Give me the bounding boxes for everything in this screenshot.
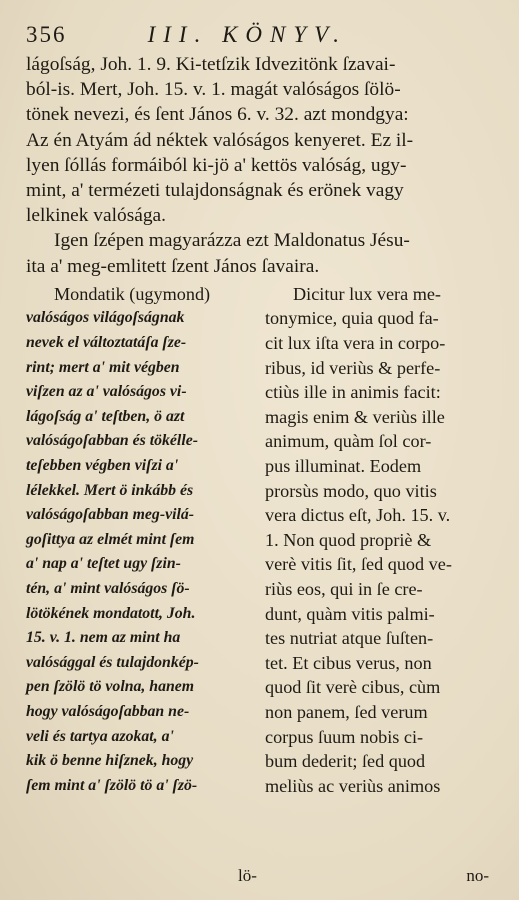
column-line: bum dederit; ſed quod bbox=[265, 751, 426, 772]
hungarian-column bbox=[26, 282, 264, 798]
column-line: viſzen az a' valóságos vi- bbox=[26, 383, 187, 401]
two-column-text bbox=[26, 282, 497, 798]
column-line: riùs eos, qui in ſe cre- bbox=[265, 578, 423, 599]
full-width-text bbox=[26, 52, 497, 279]
column-line: a' nap a' teſtet ugy ſzin- bbox=[26, 555, 181, 573]
column-line: cit lux iſta vera in corpo- bbox=[265, 333, 446, 354]
column-line: corpus ſuum nobis ci- bbox=[265, 726, 424, 747]
text-line: Az én Atyám ád néktek valóságos kenyeret. Ez il- bbox=[26, 129, 414, 151]
page-number: 356 bbox=[26, 22, 67, 47]
text-line: tönek nevezi, és ſent János 6. v. 32. azt mondgya: bbox=[26, 104, 409, 126]
text-line: ita a' meg-emlitett ſzent János ſavaira. bbox=[26, 255, 320, 277]
column-line: Mondatik (ugymond) bbox=[54, 283, 211, 304]
column-line: tes nutriat atque ſuſten- bbox=[265, 628, 434, 649]
column-line: rint; mert a' mit végben bbox=[26, 358, 180, 376]
column-line: kik ö benne hiſznek, hogy bbox=[26, 752, 194, 770]
column-line: animum, quàm ſol cor- bbox=[265, 431, 432, 452]
catchword-left: lö- bbox=[238, 866, 257, 885]
column-line: vera dictus eſt, Joh. 15. v. bbox=[265, 505, 451, 526]
column-line: dunt, quàm vitis palmi- bbox=[265, 603, 435, 624]
column-line: hogy valóságoſabban ne- bbox=[26, 702, 190, 720]
column-line: non panem, ſed verum bbox=[265, 701, 428, 722]
column-line: tet. Et cibus verus, non bbox=[265, 652, 432, 673]
text-line: Igen ſzépen magyarázza ezt Maldonatus Jésu- bbox=[54, 230, 410, 252]
column-line: 1. Non quod propriè & bbox=[265, 529, 432, 550]
column-line: teſebben végben viſzi a' bbox=[26, 456, 179, 474]
column-line: veli és tartya azokat, a' bbox=[26, 727, 174, 745]
column-line: goſittya az elmét mint ſem bbox=[26, 530, 195, 548]
latin-column bbox=[265, 282, 497, 798]
column-line: ctiùs ille in animis facit: bbox=[265, 382, 441, 403]
running-head bbox=[26, 22, 497, 52]
column-line: valósággal és tulajdonkép- bbox=[26, 653, 199, 671]
column-line: pen ſzölö tö volna, hanem bbox=[26, 678, 195, 696]
column-line: valóságoſabban és tökélle- bbox=[26, 432, 198, 450]
text-line: lágoſság, Joh. 1. 9. Ki-tetſzik Idvezitönk ſzavai- bbox=[26, 54, 396, 75]
column-line: valóságoſabban meg-vilá- bbox=[26, 506, 195, 524]
column-line: 15. v. 1. nem az mint ha bbox=[26, 629, 181, 647]
column-line: tén, a' mint valóságos ſö- bbox=[26, 579, 190, 597]
column-line: meliùs ac veriùs animos bbox=[265, 775, 441, 796]
maldonatus-paragraph bbox=[26, 228, 497, 278]
column-line: tonymice, quia quod fa- bbox=[265, 308, 439, 329]
column-line: magis enim & veriùs ille bbox=[265, 406, 445, 427]
intro-paragraph bbox=[26, 52, 497, 228]
column-line: lágoſság a' teſtben, ö azt bbox=[26, 407, 185, 425]
column-line: lötökének mondatott, Joh. bbox=[26, 604, 196, 622]
column-line: lélekkel. Mert ö inkább és bbox=[26, 481, 194, 499]
column-line: verè vitis ſit, ſed quod ve- bbox=[265, 554, 452, 575]
text-line: lelkinek valósága. bbox=[26, 205, 166, 227]
text-line: lyen ſóllás formáiból ki-jö a' kettös valóság, ugy- bbox=[26, 154, 407, 176]
column-line: valóságos világoſságnak bbox=[26, 309, 185, 327]
column-line: prorsùs modo, quo vitis bbox=[265, 480, 437, 501]
text-line: mint, a' termézeti tulajdonságnak és erönek vagy bbox=[26, 180, 404, 202]
column-line: ribus, id veriùs & perfe- bbox=[265, 357, 441, 378]
text-line: ból-is. Mert, Joh. 15. v. 1. magát valóságos ſölö- bbox=[26, 79, 401, 101]
column-line: Dicitur lux vera me- bbox=[293, 283, 441, 304]
catchword-right: no- bbox=[466, 866, 489, 885]
column-line: quod ſit verè cibus, cùm bbox=[265, 677, 441, 698]
column-line: ſem mint a' ſzölö tö a' ſzö- bbox=[26, 776, 198, 794]
column-line: pus illuminat. Eodem bbox=[265, 455, 422, 476]
running-title: III. KÖNYV. bbox=[147, 22, 347, 47]
column-line: nevek el változtatáſa ſze- bbox=[26, 334, 187, 352]
